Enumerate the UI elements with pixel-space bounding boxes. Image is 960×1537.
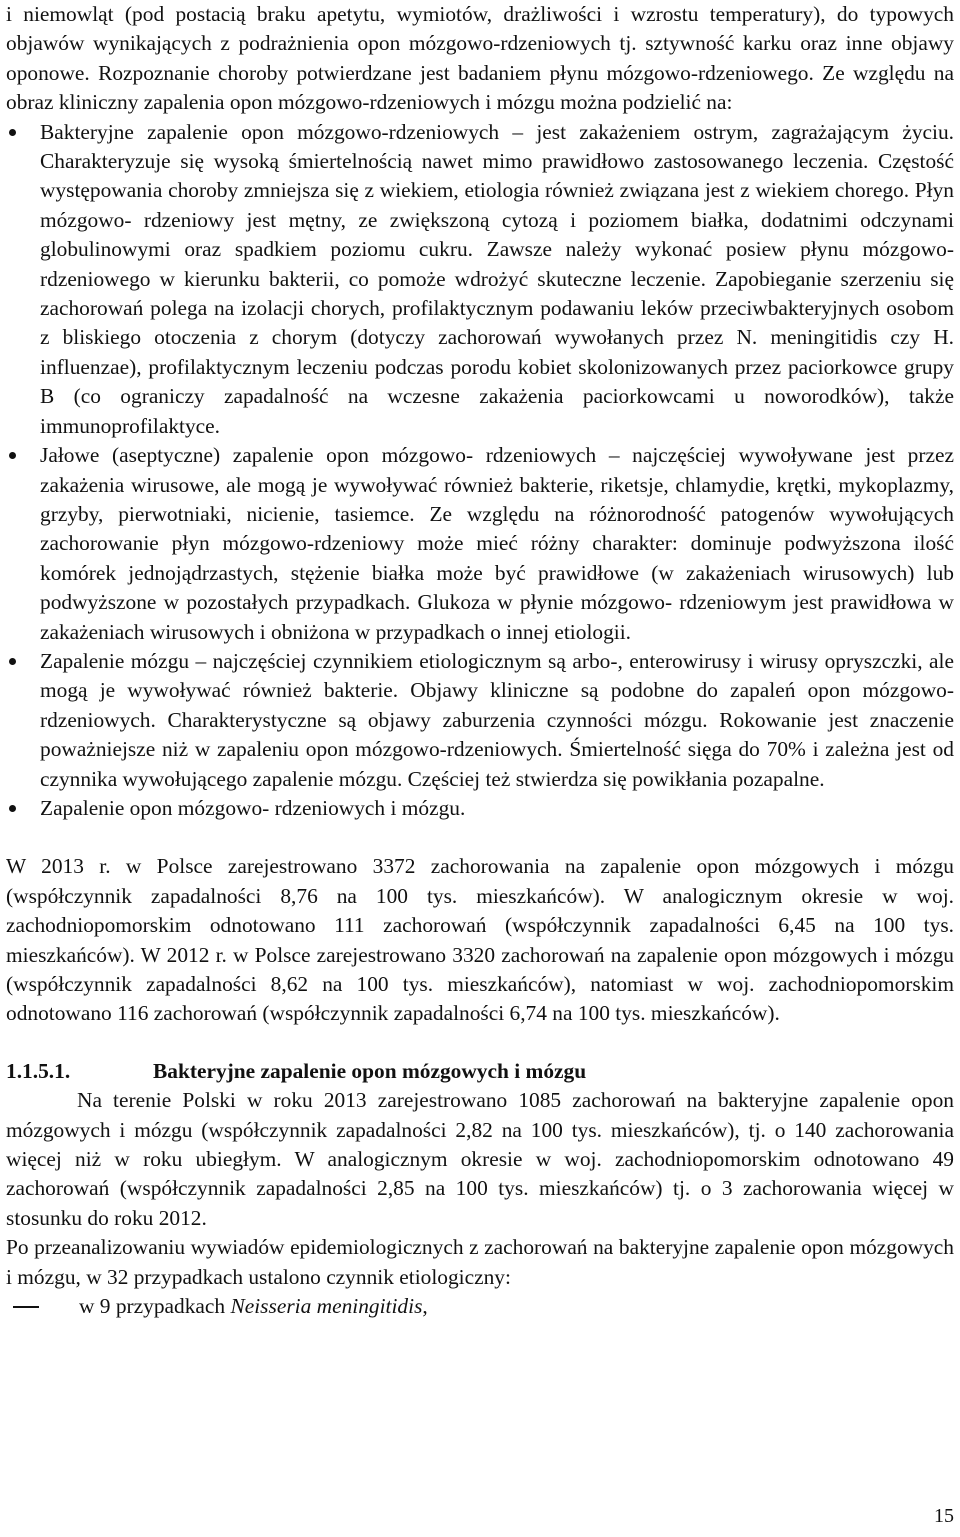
bullet-item-aseptic: [6, 441, 954, 647]
bullet-dot-icon: [9, 805, 16, 812]
bullet-list: [6, 118, 954, 824]
bullet-text: Bakteryjne zapalenie opon mózgowo-rdzeniowych – jest zakażeniem ostrym, zagrażającym życiu. Charakteryzuje się wysoką śmiertelnością nawet mimo prawidłowo zastosowanego leczenia. Częstość występowania choroby zmniejsza się z wiekiem, etiologia również związana jest z wiekiem chorego. Płyn mózgowo- rdzeniowy jest mętny, ze zwiększoną cytozą i poziomem białka, dodatnimi odczynami globulinowymi oraz spadkiem poziomu cukru. Zawsze należy wykonać posiew płynu mózgowo-rdzeniowego w kierunku bakterii, co pomoże wdrożyć skuteczne leczenie. Zapobieganie szerzeniu się zachorowań polega na izolacji chorych, profilaktycznym podawaniu leków przeciwbakteryjnych osobom z bliskiego otoczenia z chorym (dotyczy zachorowań wywołanych przez N. meningitidis czy H. influenzae), profilaktycznym leczeniu podczas porodu kobiet skolonizowanych przez paciorkowce grupy B (co ograniczy zapadalność na wczesne zakażenia paciorkowcami u noworodków), także immunoprofilaktyce.: [40, 119, 954, 438]
bullet-text: Jałowe (aseptyczne) zapalenie opon mózgowo- rdzeniowych – najczęściej wywoływane jest przez zakażenia wirusowe, ale mogą je wywoływać również bakterie, riketsje, chlamydie, krętki, mykoplazmy, grzyby, pierwotniaki, nicienie, tasiemce. Ze względu na różnorodność patogenów wywołujących zachorowanie płyn mózgowo-rdzeniowy może mieć różny charakter: dominuje podwyższona ilość komórek jednojądrzastych, stężenie białka może być prawidłowe (w zakażeniach wirusowych) lub podwyższone w pozostałych przypadkach. Glukoza w płynie mózgowo- rdzeniowym jest prawidłowa w zakażeniach wirusowych i obniżona w przypadkach o innej etiologii.: [40, 443, 954, 644]
document-page: [6, 0, 954, 1321]
bullet-dot-icon: [9, 129, 16, 136]
section-paragraph-2: Po przeanalizowaniu wywiadów epidemiologicznych z zachorowań na bakteryjne zapalenie opon mózgowych i mózgu, w 32 przypadkach ustalono czynnik etiologiczny:: [6, 1235, 954, 1289]
dash-icon: [13, 1306, 39, 1308]
bullet-item-meningoencephalitis: [6, 794, 954, 823]
page-number: 15: [934, 1505, 954, 1527]
bullet-item-bacterial: [6, 118, 954, 441]
dash-item-prefix: w 9 przypadkach: [79, 1294, 231, 1319]
dash-item-suffix: ,: [422, 1294, 428, 1319]
intro-paragraph: i niemowląt (pod postacią braku apetytu, wymiotów, drażliwości i wzrostu temperatury), do typowych objawów wynikających z podrażnienia opon mózgowo-rdzeniowych tj. sztywność karku oraz inne objawy oponowe. Rozpoznanie choroby potwierdzane jest badaniem płynu mózgowo-rdzeniowego. Ze względu na obraz kliniczny zapalenia opon mózgowo-rdzeniowych i mózgu można podzielić na:: [6, 2, 954, 115]
bullet-text: Zapalenie opon mózgowo- rdzeniowych i mózgu.: [40, 795, 466, 820]
bullet-item-encephalitis: [6, 647, 954, 794]
section-title: Bakteryjne zapalenie opon mózgowych i mózgu: [153, 1058, 587, 1083]
bullet-text: Zapalenie mózgu – najczęściej czynnikiem etiologicznym są arbo-, enterowirusy i wirusy opryszczki, ale mogą je wywoływać również bakterie. Objawy kliniczne są podobne do zapaleń opon mózgowo- rdzeniowych. Charakterystyczne są objawy zaburzenia czynności mózgu. Rokowanie jest znaczenie poważniejsze niż w zapaleniu opon mózgowo-rdzeniowych. Śmiertelność sięga do 70% i zależna jest od czynnika wywołującego zapalenie mózgu. Częściej też stwierdza się powikłania pozapalne.: [40, 648, 954, 791]
statistics-paragraph: W 2013 r. w Polsce zarejestrowano 3372 zachorowania na zapalenie opon mózgowych i mózgu (współczynnik zapadalności 8,76 na 100 tys. mieszkańców). W analogicznym okresie w woj. zachodniopomorskim odnotowano 111 zachorowań (współczynnik zapadalności 6,45 na 100 tys. mieszkańców). W 2012 r. w Polsce zarejestrowano 3320 zachorowań na zapalenie opon mózgowych i mózgu (współczynnik zapadalności 8,62 na 100 tys. mieszkańców), natomiast w woj. zachodniopomorskim odnotowano 116 zachorowań (współczynnik zapadalności 6,74 na 100 tys. mieszkańców).: [6, 854, 954, 1026]
section-paragraph-1: Na terenie Polski w roku 2013 zarejestrowano 1085 zachorowań na bakteryjne zapalenie opon mózgowych i mózgu (współczynnik zapadalności 2,82 na 100 tys. mieszkańców), tj. o 140 zachorowania więcej niż w roku ubiegłym. W analogicznym okresie w woj. zachodniopomorskim odnotowano 49 zachorowań (współczynnik zapadalności 2,85 na 100 tys. mieszkańców) tj. o 3 zachorowania więcej w stosunku do roku 2012.: [6, 1088, 954, 1230]
section-heading: [6, 1057, 954, 1086]
bullet-dot-icon: [9, 452, 16, 459]
dash-list-item: [6, 1292, 954, 1321]
section-number: 1.1.5.1.: [6, 1058, 71, 1083]
bullet-dot-icon: [9, 658, 16, 665]
dash-item-organism: Neisseria meningitidis: [230, 1294, 423, 1319]
